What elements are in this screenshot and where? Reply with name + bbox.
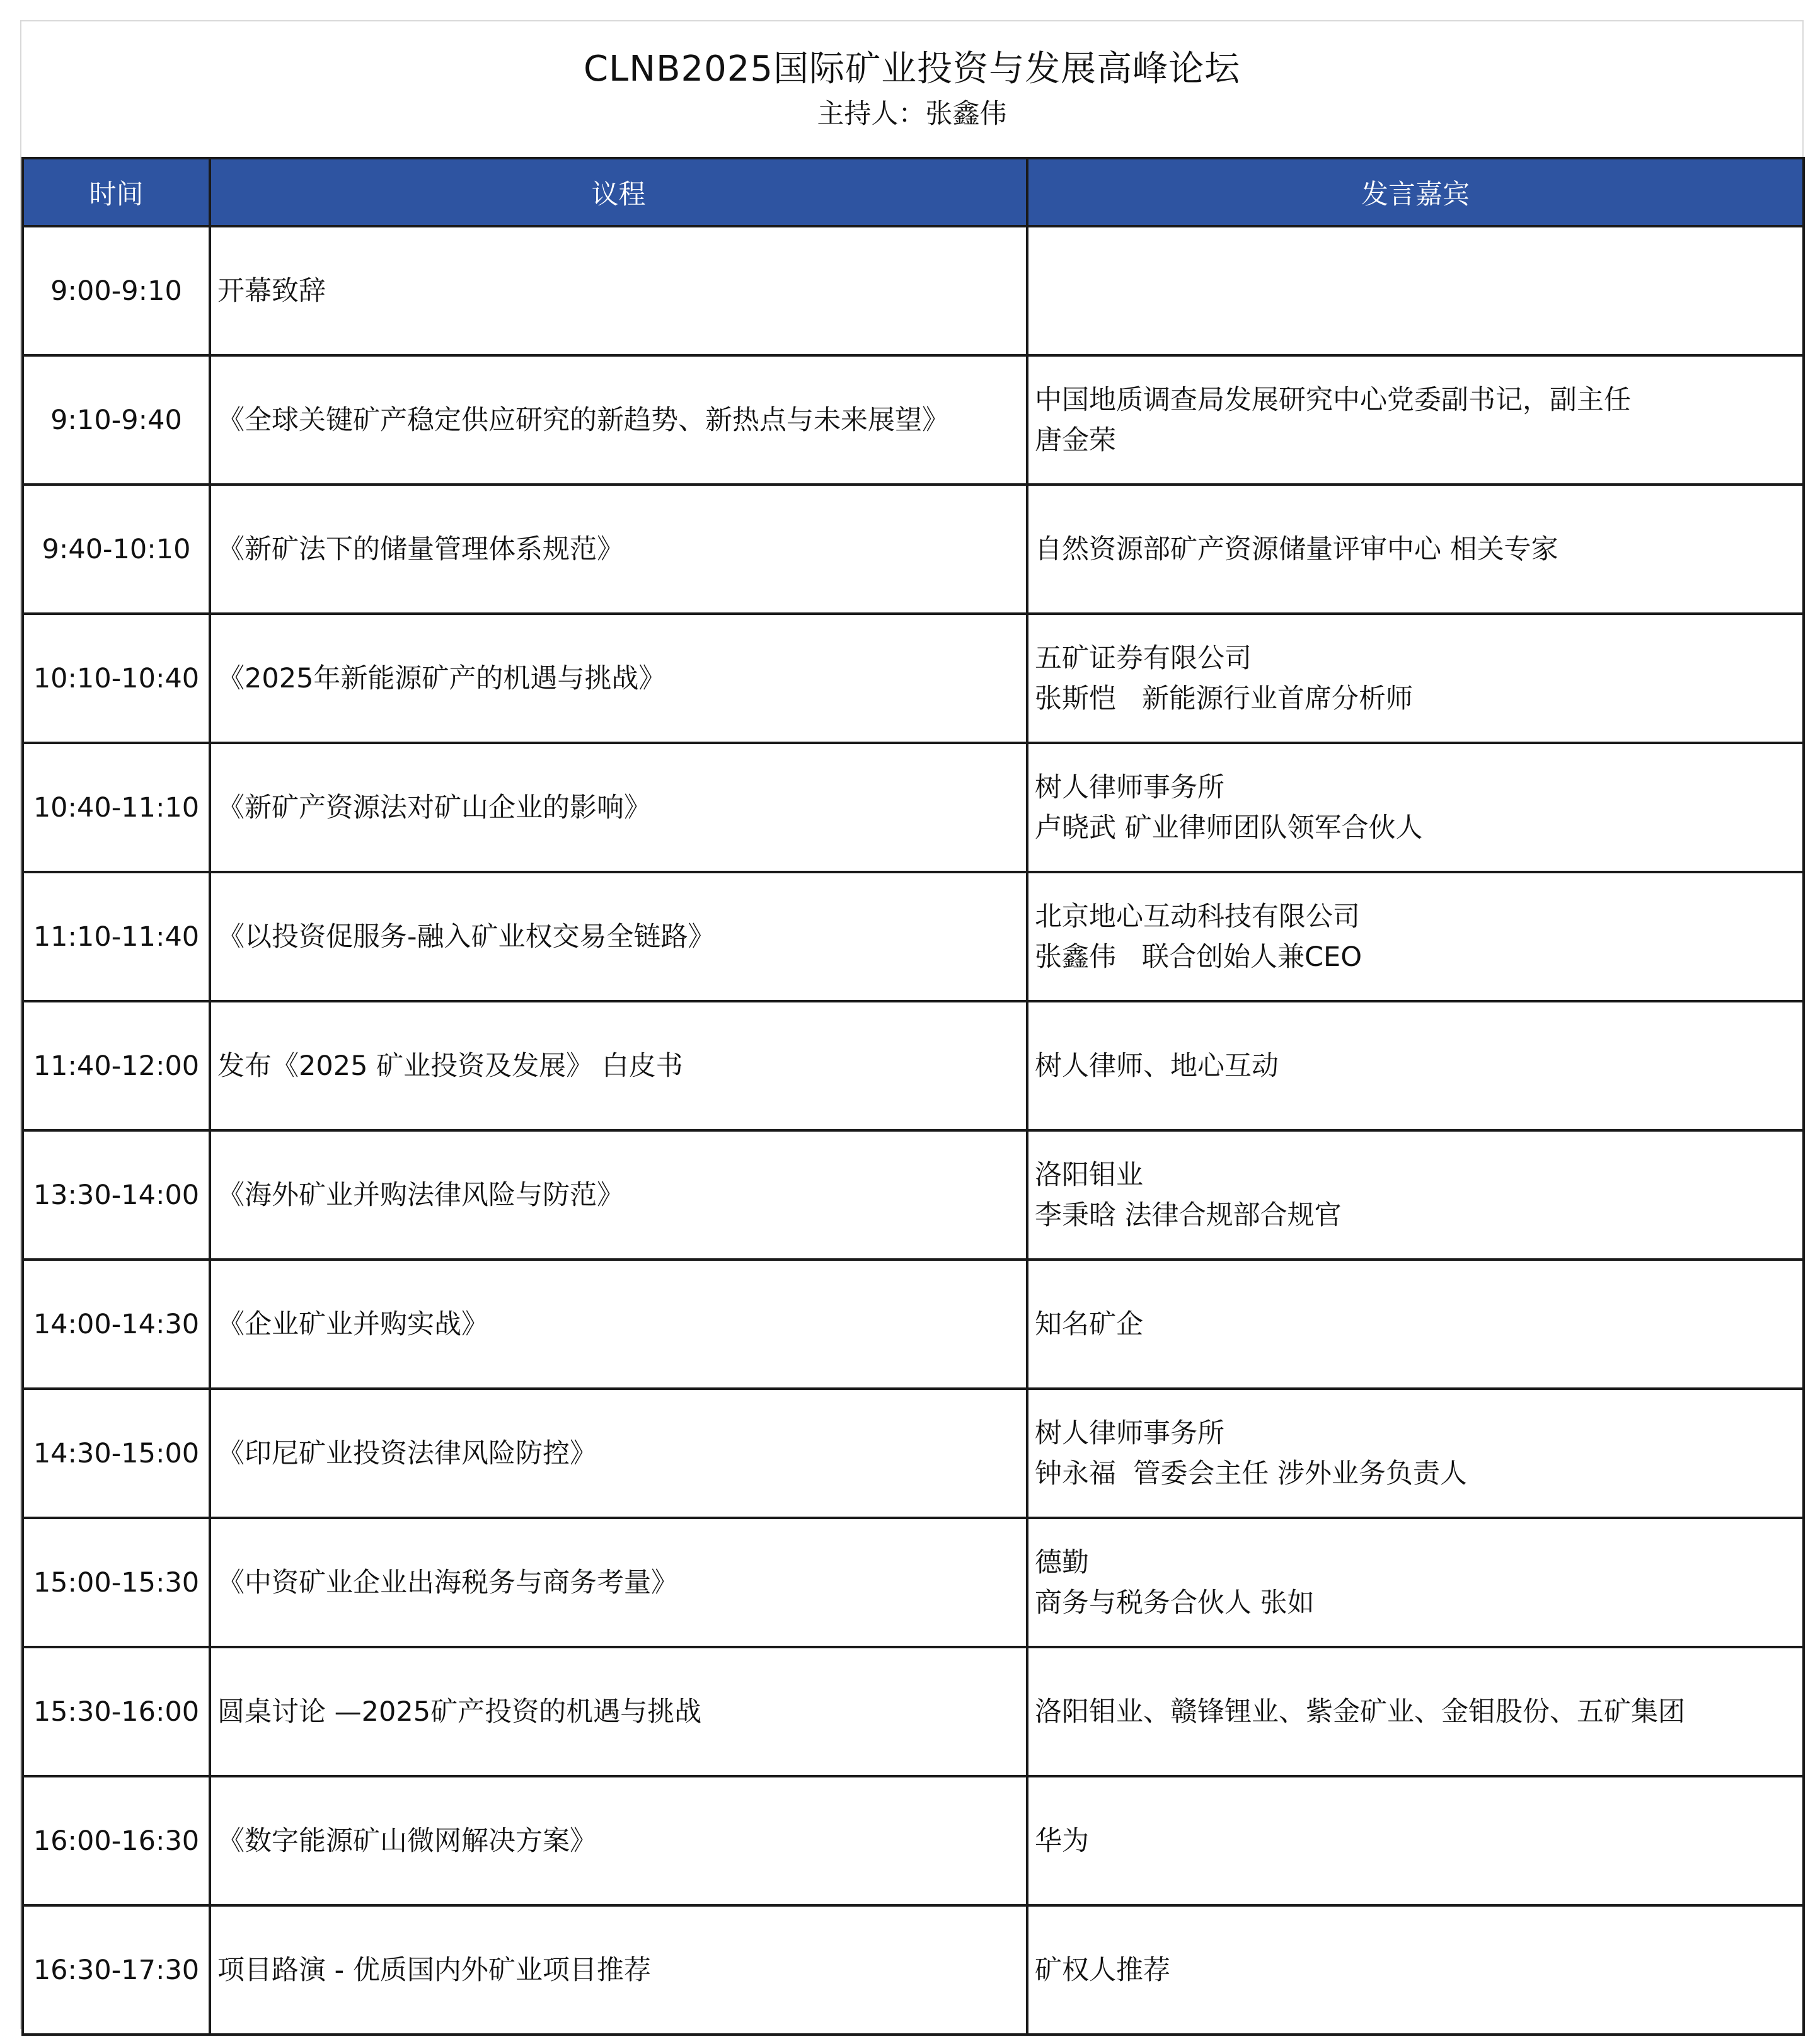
topic-cell: 《数字能源矿山微网解决方案》 [210, 1776, 1027, 1905]
page-title: CLNB2025国际矿业投资与发展高峰论坛 [583, 49, 1241, 89]
topic-cell: 《全球关键矿产稳定供应研究的新趋势、新热点与未来展望》 [210, 355, 1027, 485]
table-row [23, 1130, 1804, 1260]
speaker-cell [1027, 1389, 1804, 1518]
speaker-line: 树人律师事务所 [1035, 771, 1224, 803]
time-cell: 15:30-16:00 [23, 1647, 210, 1776]
time-cell: 13:30-14:00 [23, 1130, 210, 1260]
time-cell: 10:40-11:10 [23, 743, 210, 872]
speaker-line: 商务与税务合伙人 张如 [1035, 1587, 1315, 1619]
topic-cell: 圆桌讨论 —2025矿产投资的机遇与挑战 [210, 1647, 1027, 1776]
speaker-cell [1027, 226, 1804, 355]
table-row [23, 1518, 1804, 1647]
topic-cell: 《中资矿业企业出海税务与商务考量》 [210, 1518, 1027, 1647]
topic-cell: 《企业矿业并购实战》 [210, 1260, 1027, 1389]
speaker-line: 唐金荣 [1035, 424, 1116, 456]
agenda-sheet [20, 20, 1804, 2029]
speaker-cell [1027, 1260, 1804, 1389]
speaker-line: 矿权人推荐 [1035, 1954, 1170, 1986]
topic-cell: 《新矿产资源法对矿山企业的影响》 [210, 743, 1027, 872]
table-row [23, 1905, 1804, 2035]
time-cell: 16:00-16:30 [23, 1776, 210, 1905]
speaker-line: 张斯恺 新能源行业首席分析师 [1035, 682, 1414, 715]
speaker-line: 李秉晗 法律合规部合规官 [1035, 1199, 1342, 1231]
speaker-cell [1027, 1905, 1804, 2035]
speaker-line: 卢晓武 矿业律师团队领军合伙人 [1035, 812, 1423, 844]
topic-cell: 《新矿法下的储量管理体系规范》 [210, 485, 1027, 614]
speaker-line: 张鑫伟 联合创始人兼CEO [1035, 941, 1362, 973]
speaker-cell [1027, 485, 1804, 614]
table-row [23, 614, 1804, 743]
speaker-line: 洛阳钼业、赣锋锂业、紫金矿业、金钼股份、五矿集团 [1035, 1696, 1685, 1728]
table-row [23, 1647, 1804, 1776]
speaker-cell [1027, 1001, 1804, 1130]
table-row [23, 1776, 1804, 1905]
table-row [23, 226, 1804, 355]
table-row [23, 485, 1804, 614]
table-row [23, 355, 1804, 485]
speaker-line: 北京地心互动科技有限公司 [1035, 900, 1360, 933]
speaker-cell [1027, 614, 1804, 743]
time-cell: 14:00-14:30 [23, 1260, 210, 1389]
speaker-cell [1027, 355, 1804, 485]
table-row [23, 1389, 1804, 1518]
table-row [23, 743, 1804, 872]
time-cell: 9:00-9:10 [23, 226, 210, 355]
speaker-line: 德勤 [1035, 1546, 1089, 1578]
speaker-line: 自然资源部矿产资源储量评审中心 相关专家 [1035, 533, 1558, 565]
speaker-line: 钟永福 管委会主任 涉外业务负责人 [1035, 1457, 1468, 1490]
topic-cell: 项目路演 - 优质国内外矿业项目推荐 [210, 1905, 1027, 2035]
time-cell: 11:40-12:00 [23, 1001, 210, 1130]
topic-cell: 《印尼矿业投资法律风险防控》 [210, 1389, 1027, 1518]
speaker-line: 树人律师、地心互动 [1035, 1050, 1279, 1082]
column-header-topic: 议程 [210, 158, 1027, 226]
time-cell: 9:40-10:10 [23, 485, 210, 614]
host-line: 主持人：张鑫伟 [817, 98, 1007, 130]
table-header-row [23, 158, 1804, 226]
table-row [23, 1260, 1804, 1389]
topic-cell: 《以投资促服务-融入矿业权交易全链路》 [210, 872, 1027, 1001]
topic-cell: 开幕致辞 [210, 226, 1027, 355]
speaker-line: 洛阳钼业 [1035, 1159, 1143, 1191]
time-cell: 15:00-15:30 [23, 1518, 210, 1647]
speaker-line: 五矿证券有限公司 [1035, 642, 1252, 674]
speaker-cell [1027, 743, 1804, 872]
topic-cell: 发布《2025 矿业投资及发展》 白皮书 [210, 1001, 1027, 1130]
column-header-time: 时间 [23, 158, 210, 226]
speaker-line: 华为 [1035, 1825, 1089, 1857]
speaker-cell [1027, 872, 1804, 1001]
speaker-cell [1027, 1518, 1804, 1647]
speaker-cell [1027, 1776, 1804, 1905]
time-cell: 14:30-15:00 [23, 1389, 210, 1518]
topic-cell: 《2025年新能源矿产的机遇与挑战》 [210, 614, 1027, 743]
title-block [21, 21, 1802, 157]
time-cell: 10:10-10:40 [23, 614, 210, 743]
table-row [23, 872, 1804, 1001]
table-row [23, 1001, 1804, 1130]
speaker-line: 知名矿企 [1035, 1308, 1143, 1340]
speaker-line: 树人律师事务所 [1035, 1417, 1224, 1449]
speaker-cell [1027, 1130, 1804, 1260]
agenda-table [21, 157, 1805, 2036]
topic-cell: 《海外矿业并购法律风险与防范》 [210, 1130, 1027, 1260]
time-cell: 9:10-9:40 [23, 355, 210, 485]
column-header-speaker: 发言嘉宾 [1027, 158, 1804, 226]
speaker-line: 中国地质调查局发展研究中心党委副书记，副主任 [1035, 384, 1631, 416]
time-cell: 11:10-11:40 [23, 872, 210, 1001]
speaker-cell [1027, 1647, 1804, 1776]
time-cell: 16:30-17:30 [23, 1905, 210, 2035]
